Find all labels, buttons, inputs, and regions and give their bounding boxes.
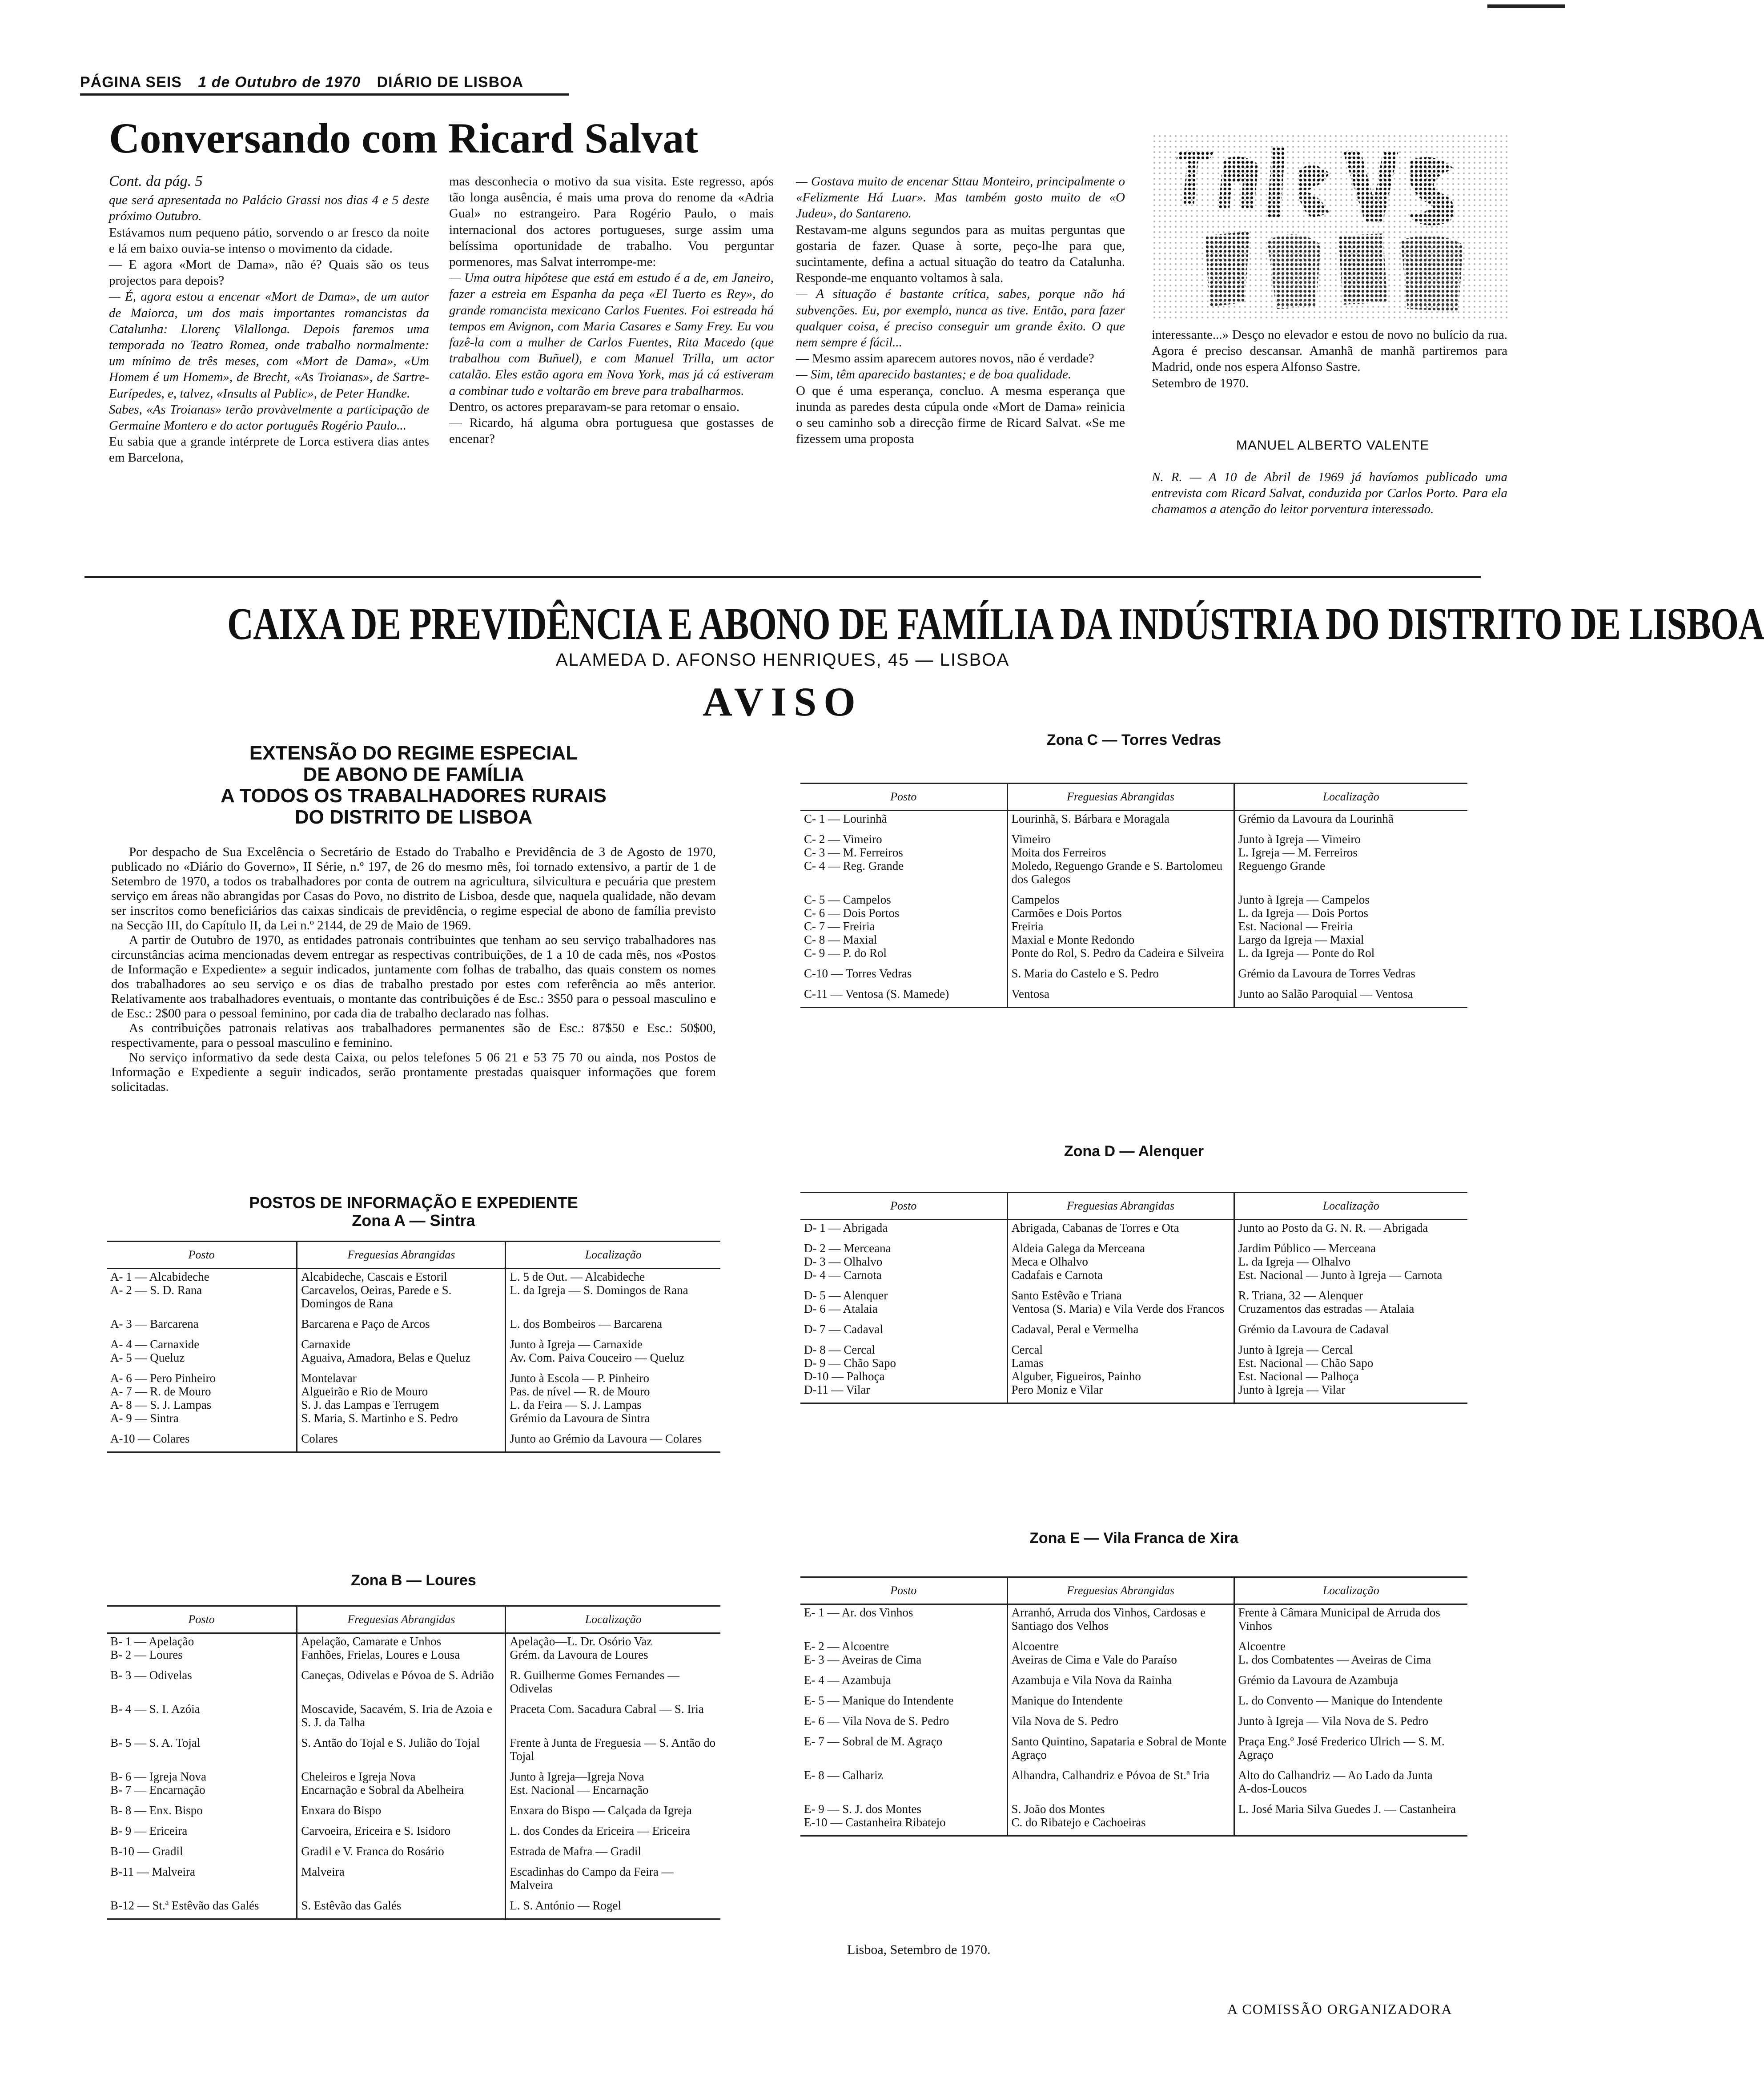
table-row [107,1769,720,1803]
article-paragraph: Eu sabia que a grande intérprete de Lorca estivera dias antes em Barcelona, [109,434,429,465]
zone-b-title: Zona B — Loures [351,1572,476,1589]
article-column-4 [1152,327,1507,391]
table-cell: Grémio da Lavoura de Azambuja [1234,1672,1467,1693]
table-row [107,1431,720,1452]
column-header: Freguesias Abrangidas [1007,784,1234,811]
table-row [107,1269,720,1317]
article-paragraph: — Uma outra hipótese que está em estudo é a de, em Janeiro, fazer a estreia em Espanha da peça «El Tuerto es Rey», do grande romancista mexicano Carlos Fuentes. Foi estreada há tempos em Avignon, com Maria Casares e Samy Frey. Eu vou fazê-la com a mulher de Carlos Fuentes, Rita Macedo (que trabalhou com Buñuel), e com Manuel Trilla, um actor catalão. Eles estão agora em Nova York, mas já cá estiveram a combinar tudo e voltarão em breve para trabalharmos. [449,271,774,398]
table-cell: B- 3 — Odivelas [110,1668,192,1682]
table-row [800,1713,1467,1734]
table-row [800,1672,1467,1693]
table-cell: L. dos Bombeiros — Barcarena [506,1316,720,1337]
table-cell: Gradil e V. Franca do Rosário [297,1844,506,1864]
headline-line: A TODOS OS TRABALHADORES RURAIS [221,785,607,807]
table-cell: Enxara do Bispo — Calçada da Igreja [506,1803,720,1823]
header-rule [80,93,569,96]
notice-heading: AVISO [703,679,863,724]
column-header: Localização [1234,784,1467,811]
table-cell: Apelação—L. Dr. Osório Vaz Grém. da Lavoura de Loures [506,1633,720,1668]
table-cell: R. Triana, 32 — Alenquer Cruzamentos das estradas — Atalaia [1234,1288,1467,1322]
table-cell: B-10 — Gradil [110,1845,183,1858]
table-cell: Alcoentre Aveiras de Cima e Vale do Paraíso [1007,1639,1234,1672]
institution-address: ALAMEDA D. AFONSO HENRIQUES, 45 — LISBOA [555,650,1010,670]
table-row [107,1337,720,1371]
table-cell: L. José Maria Silva Guedes J. — Castanheira [1234,1801,1467,1836]
column-header: Posto [800,1577,1007,1604]
table-cell: S. Antão do Tojal e S. Julião do Tojal [297,1735,506,1769]
table-cell: B-12 — St.ª Estêvão das Galés [110,1899,259,1912]
table-cell: Cadaval, Peral e Vermelha [1007,1322,1234,1342]
table-cell: Jardim Público — Merceana L. da Igreja — Olhalvo Est. Nacional — Junto à Igreja — Carnota [1234,1241,1467,1288]
table-cell: Alcabideche, Cascais e Estoril Carcavelos, Oeiras, Parede e S. Domingos de Rana [297,1269,506,1317]
column-header: Posto [800,784,1007,811]
zone-c-title: Zona C — Torres Vedras [1046,732,1222,748]
table-cell: Carnaxide Aguaiva, Amadora, Belas e Queluz [297,1337,506,1371]
table-cell: Ventosa [1007,986,1234,1008]
table-cell: Cercal Lamas Alguber, Figueiros, Painho Pero Moniz e Vilar [1007,1342,1234,1403]
article-paragraph: — Mesmo assim aparecem autores novos, não é verdade? [796,351,1094,366]
column-header: Posto [107,1606,297,1633]
table-cell: Aldeia Galega da Merceana Meca e Olhalvo Cadafais e Carnota [1007,1241,1234,1288]
table-cell: E- 5 — Manique do Intendente [804,1694,954,1707]
table-cell: D- 2 — Merceana D- 3 — Olhalvo D- 4 — Carnota [804,1242,891,1282]
table-cell: Caneças, Odivelas e Póvoa de S. Adrião [297,1668,506,1701]
table-row [107,1803,720,1823]
table-cell: E- 9 — S. J. dos Montes E-10 — Castanheira Ribatejo [804,1802,946,1829]
article-paragraph: mas desconhecia o motivo da sua visita. Este regresso, após tão longa ausência, é mais uma prova do renome da «Adria Gual» no estrangeiro. Para Rogério Paulo, o mais internacional dos actores portugueses, surge assim uma belíssima oportunidade de trabalho. Vou perguntar pormenores, mas Salvat interrompe-me: [449,174,774,269]
section-divider [84,576,1481,578]
notice-paragraph: As contribuições patronais relativas aos trabalhadores permanentes são de Esc.: 87$50 e Esc.: 50$00, respectivamente, para o pessoal masculino e feminino. [111,1021,716,1050]
table-cell: D- 5 — Alenquer D- 6 — Atalaia [804,1289,888,1315]
table-row [800,1693,1467,1713]
column-header: Freguesias Abrangidas [1007,1193,1234,1220]
table-cell: Azambuja e Vila Nova da Rainha [1007,1672,1234,1693]
headline-line: DE ABONO DE FAMÍLIA [303,764,524,785]
table-cell: Malveira [297,1864,506,1898]
table-row [800,1220,1467,1241]
table-cell: Apelação, Camarate e Unhos Fanhões, Frielas, Loures e Lousa [297,1633,506,1668]
table-row [107,1668,720,1701]
column-header: Posto [800,1193,1007,1220]
halftone-photo [1152,133,1507,320]
table-cell: Junto à Igreja — Vila Nova de S. Pedro [1234,1713,1467,1734]
table-cell: C- 2 — Vimeiro C- 3 — M. Ferreiros C- 4 — Reg. Grande [804,832,904,872]
article-paragraph: interessante...» Desço no elevador e estou de novo no bulício da rua. Agora é preciso descansar. Amanhã de manhã partiremos para Madrid, onde nos espera Alfonso Sastre. [1152,328,1507,374]
continuation-note: Cont. da pág. 5 [109,173,203,189]
zone-e-title: Zona E — Vila Franca de Xira [1029,1530,1238,1547]
article-paragraph: Sabes, «As Troianas» terão provàvelmente a participação de Germaine Montero e do actor português Rogério Paulo... [109,402,429,433]
table-cell: Junto à Igreja — Campelos L. da Igreja — Dois Portos Est. Nacional — Freiria Largo da Igreja — Maxial L. da Igreja — Ponte do Rol [1234,892,1467,966]
table-cell: B-11 — Malveira [110,1865,195,1878]
table-cell: Cheleiros e Igreja Nova Encarnação e Sobral da Abelheira [297,1769,506,1803]
table-cell: A- 6 — Pero Pinheiro A- 7 — R. de Mouro A- 8 — S. J. Lampas A- 9 — Sintra [110,1371,216,1425]
table-cell: R. Guilherme Gomes Fernandes — Odivelas [506,1668,720,1701]
column-header: Freguesias Abrangidas [1007,1577,1234,1604]
table-cell: B- 8 — Enx. Bispo [110,1804,203,1817]
table-row [800,811,1467,832]
table-cell: D- 7 — Cadaval [804,1322,883,1336]
table-cell: Grémio da Lavoura da Lourinhã [1234,811,1467,832]
table-cell: Arranhó, Arruda dos Vinhos, Cardosas e Santiago dos Velhos [1007,1604,1234,1639]
table-cell: Moscavide, Sacavém, S. Iria de Azoia e S. J. da Talha [297,1701,506,1735]
column-header: Freguesias Abrangidas [297,1606,506,1633]
article-paragraph: — Ricardo, há alguma obra portuguesa que gostasses de encenar? [449,416,774,446]
table-row [107,1371,720,1431]
table-cell: Grémio da Lavoura de Torres Vedras [1234,966,1467,986]
table-row [107,1823,720,1844]
table-cell: E- 1 — Ar. dos Vinhos [804,1606,913,1619]
table-cell: Vimeiro Moita dos Ferreiros Moledo, Reguengo Grande e S. Bartolomeu dos Galegos [1007,832,1234,892]
table-row [800,1604,1467,1639]
table-cell: C-10 — Torres Vedras [804,967,912,980]
table-cell: L. S. António — Rogel [506,1898,720,1919]
table-cell: Praceta Com. Sacadura Cabral — S. Iria [506,1701,720,1735]
column-header: Posto [107,1242,297,1269]
table-cell: Colares [297,1431,506,1452]
article-column-1 [109,173,429,466]
table-cell: D- 1 — Abrigada [804,1221,888,1234]
column-header: Localização [506,1606,720,1633]
table-row [107,1844,720,1864]
page-header [80,74,535,91]
table-cell: B- 5 — S. A. Tojal [110,1736,201,1749]
table-cell: B- 6 — Igreja Nova B- 7 — Encarnação [110,1770,206,1797]
table-cell: C- 1 — Lourinhã [804,812,887,825]
table-row [800,1768,1467,1801]
table-cell: Frente à Câmara Municipal de Arruda dos Vinhos [1234,1604,1467,1639]
article-paragraph: — E agora «Mort de Dama», não é? Quais são os teus projectos para depois? [109,257,429,288]
table-cell: Montelavar Algueirão e Rio de Mouro S. J. das Lampas e Terrugem S. Maria, S. Martinho e S. Pedro [297,1371,506,1431]
table-cell: Estrada de Mafra — Gradil [506,1844,720,1864]
headline-line: DO DISTRITO DE LISBOA [294,806,533,828]
table-cell: Praça Eng.º José Frederico Ulrich — S. M. Agraço [1234,1734,1467,1768]
table-cell: L. do Convento — Manique do Intendente [1234,1693,1467,1713]
article-paragraph: Restavam-me alguns segundos para as muitas perguntas que gostaria de fazer. Quase à sorte, peço-lhe para que, sucintamente, defina a actual situação do teatro da Catalunha. Responde-me enquanto voltamos à sala. [796,222,1125,285]
table-cell: B- 4 — S. I. Azóia [110,1702,200,1716]
table-cell: L. dos Condes da Ericeira — Ericeira [506,1823,720,1844]
table-cell: B- 1 — Apelação B- 2 — Loures [110,1635,194,1661]
institution-title: CAIXA DE PREVIDÊNCIA E ABONO DE FAMÍLIA DA INDÚSTRIA DO DISTRITO DE LISBOA [227,599,1764,649]
zone-e-table [800,1576,1467,1837]
column-1-text [109,192,429,466]
table-cell: Grémio da Lavoura de Cadaval [1234,1322,1467,1342]
table-cell: E- 6 — Vila Nova de S. Pedro [804,1714,949,1728]
article-paragraph: — Gostava muito de encenar Sttau Monteiro, principalmente o «Felizmente Há Luar». Mas também gosto muito de «O Judeu», do Santareno. [796,174,1125,221]
column-header: Freguesias Abrangidas [297,1242,506,1269]
article-paragraph: — Sim, têm aparecido bastantes; e de boa qualidade. [796,367,1072,382]
zone-a-title: Zona A — Sintra [352,1211,475,1230]
table-cell: B- 9 — Ericeira [110,1824,188,1837]
table-cell: Manique do Intendente [1007,1693,1234,1713]
table-cell: Campelos Carmões e Dois Portos Freiria Maxial e Monte Redondo Ponte do Rol, S. Pedro da Cadeira e Silveira [1007,892,1234,966]
table-cell: S. João dos Montes C. do Ribatejo e Cachoeiras [1007,1801,1234,1836]
table-cell: Enxara do Bispo [297,1803,506,1823]
postos-title [111,1194,716,1230]
table-cell: C-11 — Ventosa (S. Mamede) [804,987,949,1001]
newspaper-name: DIÁRIO DE LISBOA [377,74,524,91]
article-title: Conversando com Ricard Salvat [109,114,699,162]
table-cell: E- 2 — Alcoentre E- 3 — Aveiras de Cima [804,1640,922,1666]
table-cell: A-10 — Colares [110,1432,190,1445]
table-cell: D- 8 — Cercal D- 9 — Chão Sapo D-10 — Palhoça D-11 — Vilar [804,1343,896,1396]
place-date: Lisboa, Setembro de 1970. [847,1942,991,1957]
table-cell: Frente à Junta de Freguesia — S. Antão do Tojal [506,1735,720,1769]
table-cell: A- 4 — Carnaxide A- 5 — Queluz [110,1338,200,1364]
zone-b-table [107,1605,720,1920]
table-row [107,1898,720,1919]
zone-d-table [800,1192,1467,1404]
postos-heading: POSTOS DE INFORMAÇÃO E EXPEDIENTE [249,1194,578,1212]
column-header: Localização [1234,1193,1467,1220]
table-cell: L. 5 de Out. — Alcabideche L. da Igreja — S. Domingos de Rana [506,1269,720,1317]
table-row [800,892,1467,966]
table-row [800,1639,1467,1672]
table-cell: Escadinhas do Campo da Feira — Malveira [506,1864,720,1898]
table-cell: Junto à Igreja — Vimeiro L. Igreja — M. Ferreiros Reguengo Grande [1234,832,1467,892]
table-cell: A- 1 — Alcabideche A- 2 — S. D. Rana [110,1270,209,1297]
table-cell: Junto à Igreja—Igreja Nova Est. Nacional — Encarnação [506,1769,720,1803]
table-cell: Junto à Igreja — Carnaxide Av. Com. Paiva Couceiro — Queluz [506,1337,720,1371]
table-cell: E- 8 — Calhariz [804,1768,883,1782]
table-row [107,1735,720,1769]
article-paragraph: Setembro de 1970. [1152,376,1249,390]
table-cell: Junto ao Salão Paroquial — Ventosa [1234,986,1467,1008]
table-cell: Lourinhã, S. Bárbara e Moragala [1007,811,1234,832]
table-row [800,1734,1467,1768]
zone-d-title: Zona D — Alenquer [1064,1143,1204,1160]
table-row [107,1864,720,1898]
zone-a-table [107,1241,720,1453]
article-paragraph: que será apresentada no Palácio Grassi nos dias 4 e 5 deste próximo Outubro. [109,193,429,224]
table-cell: Junto ao Grémio da Lavoura — Colares [506,1431,720,1452]
table-cell: Junto à Igreja — Cercal Est. Nacional — Chão Sapo Est. Nacional — Palhoça Junto à Igreja — Vilar [1234,1342,1467,1403]
table-cell: Santo Estêvão e Triana Ventosa (S. Maria) e Vila Verde dos Francos [1007,1288,1234,1322]
table-row [800,966,1467,986]
notice-paragraph: No serviço informativo da sede desta Caixa, ou pelos telefones 5 06 21 e 53 75 70 ou ainda, nos Postos de Informação e Expediente a seguir indicados, serão prontamente prestadas quaisquer informações que forem solicitadas. [111,1050,716,1094]
article-column-2 [449,173,774,447]
notice-paragraph: A partir de Outubro de 1970, as entidades patronais contribuintes que tenham ao seu serviço trabalhadores nas circunstâncias acima mencionadas devem entregar as respectivas contribuições, de 1 a 10 de cada mês, nos «Postos de Informação e Expediente» a seguir indicados, juntamente com folhas de trabalho, das quais constem os nomes dos trabalhadores ao seu serviço e os dias de trabalho prestado por estes com referência ao mês anterior. Relativamente aos trabalhadores eventuais, o montante das contribuições é de Esc.: 3$50 para o pessoal masculino e de Esc.: 2$00 para o pessoal feminino, por cada dia de trabalho declarado nas folhas. [111,933,716,1021]
article-paragraph: O que é uma esperança, concluo. A mesma esperança que inunda as paredes desta cúpula onde «Mort de Dama» reinicia o seu caminho sob a direcção firme de Ricard Salvat. «Se me fizessem uma proposta [796,383,1125,446]
table-row [800,832,1467,892]
table-row [800,1288,1467,1322]
author-signature: MANUEL ALBERTO VALENTE [1236,438,1430,453]
article-paragraph: — É, agora estou a encenar «Mort de Dama», de um autor de Maiorca, um dos mais importantes romancistas da Catalunha: Llorenç Vilallonga. Depois faremos uma temporada no Teatro Romea, onde trabalho normalmente: um mínimo de três meses, com «Mort de Dama», «Um Homem é um Homem», de Brecht, «As Troianas», de Sartre-Eurípedes, e, talvez, «Insults al Public», de Peter Handke. [109,289,429,401]
table-cell: E- 4 — Azambuja [804,1673,891,1687]
article-paragraph: Estávamos num pequeno pátio, sorvendo o ar fresco da noite e lá em baixo ouvia-se intenso o movimento da cidade. [109,225,429,256]
table-row [800,986,1467,1008]
editor-note: N. R. — A 10 de Abril de 1969 já havíamos publicado uma entrevista com Ricard Salvat, conduzida por Carlos Porto. Para ela chamamos a atenção do leitor porventura interessado. [1152,470,1507,516]
table-cell: A- 3 — Barcarena [110,1317,199,1330]
table-row [800,1322,1467,1342]
zone-c-table [800,783,1467,1008]
page-number: PÁGINA SEIS [80,74,182,91]
table-cell: S. Maria do Castelo e S. Pedro [1007,966,1234,986]
table-row [800,1241,1467,1288]
table-cell: C- 5 — Campelos C- 6 — Dois Portos C- 7 — Freiria C- 8 — Maxial C- 9 — P. do Rol [804,893,900,960]
table-cell: E- 7 — Sobral de M. Agraço [804,1735,943,1748]
corner-rule [1487,4,1565,8]
table-row [107,1633,720,1668]
article-paragraph: Dentro, os actores preparavam-se para retomar o ensaio. [449,399,740,414]
table-cell: Vila Nova de S. Pedro [1007,1713,1234,1734]
article-paragraph: — A situação é bastante crítica, sabes, porque não há subvenções. Eu, por exemplo, nunca as tive. Então, para fazer qualquer coisa, é preciso conseguir um grande êxito. O que nem sempre é fácil... [796,287,1125,350]
headline-line: EXTENSÃO DO REGIME ESPECIAL [249,742,578,764]
table-cell: Alcoentre L. dos Combatentes — Aveiras de Cima [1234,1639,1467,1672]
article-column-3 [796,173,1125,447]
table-cell: Santo Quintino, Sapataria e Sobral de Monte Agraço [1007,1734,1234,1768]
table-cell: Junto ao Posto da G. N. R. — Abrigada [1234,1220,1467,1241]
table-cell: S. Estêvão das Galés [297,1898,506,1919]
column-header: Localização [506,1242,720,1269]
table-row [800,1801,1467,1836]
issue-date: 1 de Outubro de 1970 [198,74,361,91]
table-cell: Alhandra, Calhandriz e Póvoa de St.ª Iria [1007,1768,1234,1801]
table-cell: Alto do Calhandriz — Ao Lado da Junta A-dos-Loucos [1234,1768,1467,1801]
table-cell: Carvoeira, Ericeira e S. Isidoro [297,1823,506,1844]
table-cell: Abrigada, Cabanas de Torres e Ota [1007,1220,1234,1241]
notice-headline [111,743,716,828]
table-cell: Barcarena e Paço de Arcos [297,1316,506,1337]
notice-paragraph: Por despacho de Sua Excelência o Secretário de Estado do Trabalho e Previdência de 3 de Agosto de 1970, publicado no «Diário do Governo», II Série, n.º 197, de 26 do mesmo mês, foi tornado extensivo, a partir de 1 de Setembro de 1970, a todos os trabalhadores por conta de outrem na agricultura, silvicultura e pecuária que prestem serviço em áreas não abrangidas por Casas do Povo, no distrito de Lisboa, desde que, naquela qualidade, não devam ser inscritos como beneficiários das caixas sindicais de previdência, o regime especial de abono de família previsto na Secção III, do Capítulo II, da Lei n.º 2144, de 29 de Maio de 1969. [111,845,716,932]
table-cell: Junto à Escola — P. Pinheiro Pas. de nível — R. de Mouro L. da Feira — S. J. Lampas Grémio da Lavoura de Sintra [506,1371,720,1431]
column-header: Localização [1234,1577,1467,1604]
committee-signature: A COMISSÃO ORGANIZADORA [1227,2001,1453,2017]
table-row [800,1342,1467,1403]
notice-body [111,845,716,1094]
table-row [107,1701,720,1735]
table-row [107,1316,720,1337]
